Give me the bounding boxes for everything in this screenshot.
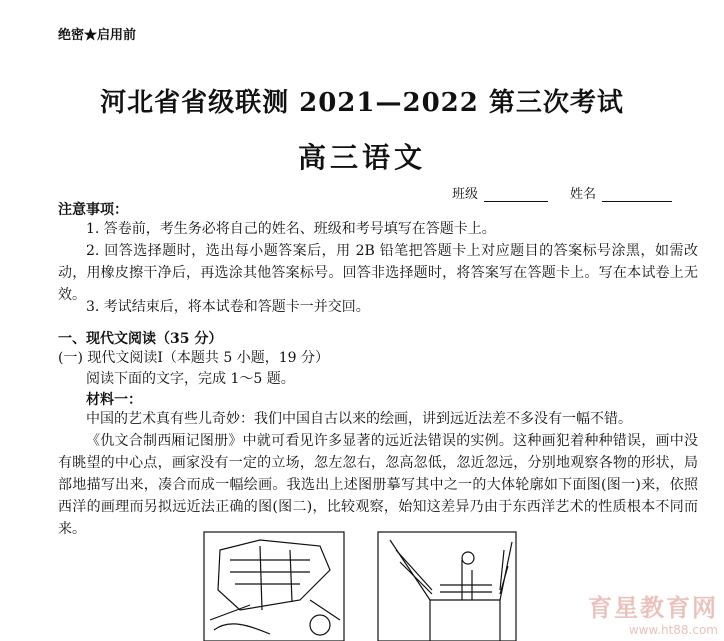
subject-title: 高三语文 xyxy=(297,141,426,174)
figure-one xyxy=(204,532,344,641)
notice-item-3: 3. 考试结束后，将本试卷和答题卡一并交回。 xyxy=(86,299,370,315)
exam-title: 河北省省级联测 2021—2022 第三次考试 xyxy=(100,88,624,118)
figure-two xyxy=(378,532,516,641)
secret-label: 绝密★启用前 xyxy=(58,28,137,43)
notice-item-1: 1. 答卷前，考生务必将自己的姓名、班级和考号填写在答题卡上。 xyxy=(86,221,496,237)
name-label: 姓名 xyxy=(570,187,597,202)
section-title: 一、现代文阅读（35 分） xyxy=(58,331,223,347)
reading-instruction: 阅读下面的文字，完成 1～5 题。 xyxy=(86,371,295,387)
watermark xyxy=(588,588,718,637)
watermark-url: www.ht88.com xyxy=(628,623,718,637)
material-label: 材料一： xyxy=(86,392,142,408)
material-paragraph-1: 中国的艺术真有些儿奇妙：我们中国自古以来的绘画，讲到远近法差不多没有一幅不错。 xyxy=(86,411,632,427)
watermark-text: 育星教育网 xyxy=(588,594,718,622)
material-paragraph-2: 《仇文合制西厢记图册》中就可看见许多显著的远近法错误的实例。这种画犯着种种错误，画中没有眺望的中心点，画家没有一定的立场，忽左忽右，忽高忽低，忽近忽远，分别地观察各物的形状，局部地描写出来，凑合而成一幅绘画。我选出上述图册摹写其中之一的大体轮廓如下面图(图一)来，依照西洋的画理而另拟远近法正确的图(图二)，比较观察，始知这差异乃由于东西洋艺术的性质根本不同而来。 xyxy=(58,433,698,537)
class-name-fill xyxy=(452,183,672,202)
notice-item-2: 2. 回答选择题时，选出每小题答案后，用 2B 铅笔把答题卡上对应题目的答案标号涂黑，如需改动，用橡皮擦干净后，再选涂其他答案标号。回答非选择题时，将答案写在答题卡上。写在本试卷上无效。 xyxy=(58,243,698,303)
name-blank[interactable] xyxy=(602,187,672,202)
class-label: 班级 xyxy=(452,187,479,202)
notice-heading: 注意事项： xyxy=(58,202,128,218)
figure-illustrations xyxy=(200,530,520,641)
subsection-title: (一) 现代文阅读Ⅰ（本题共 5 小题，19 分） xyxy=(58,350,329,366)
class-blank[interactable] xyxy=(484,187,548,202)
